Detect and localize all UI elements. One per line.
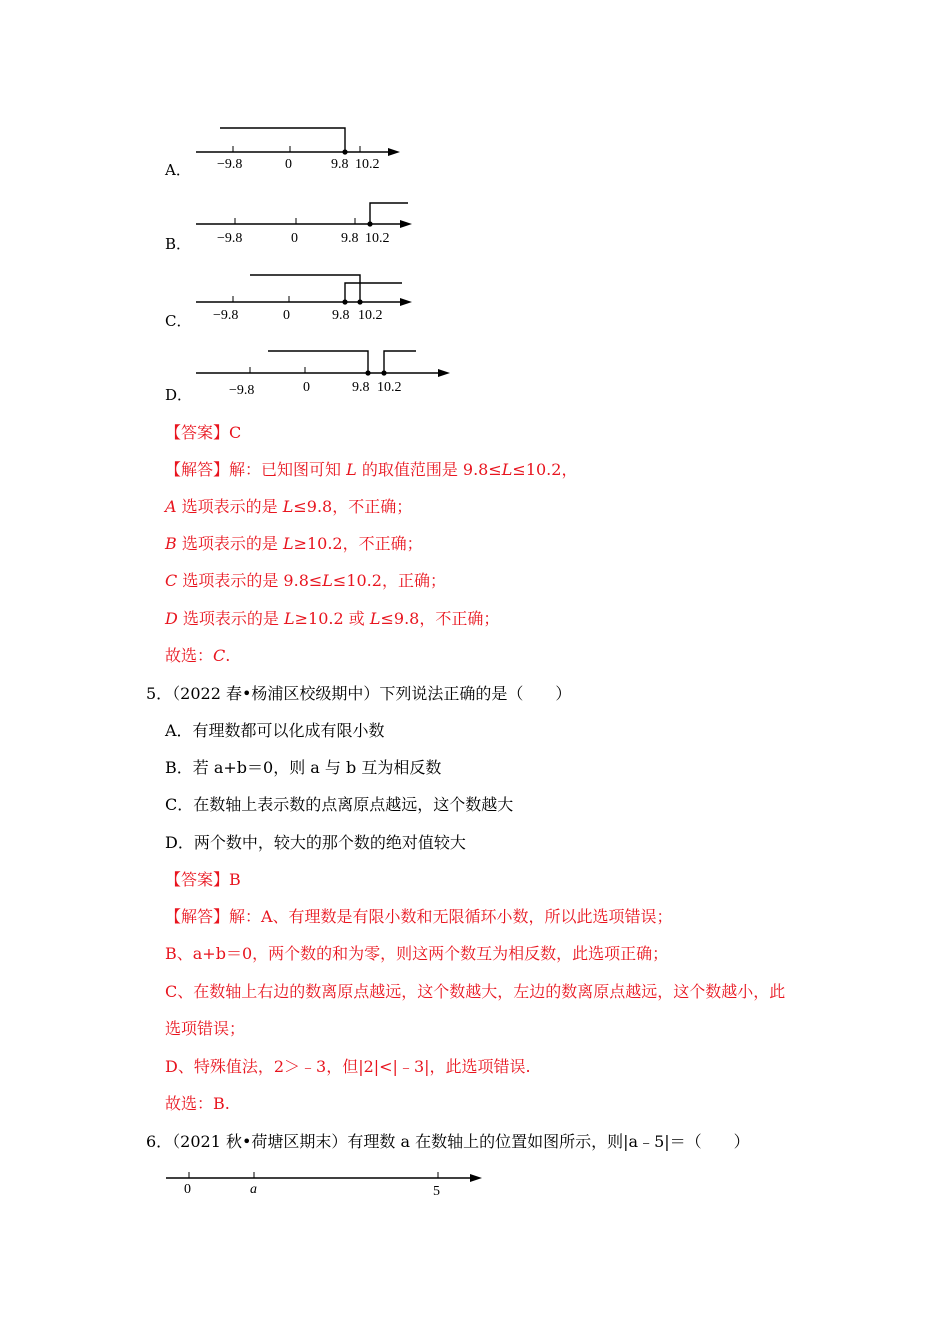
tick-label: 9.8 [341, 231, 359, 246]
tick-label: −9.8 [217, 157, 243, 172]
q5-option-a: A．有理数都可以化成有限小数 [165, 721, 385, 740]
tick-label: a [250, 1182, 257, 1197]
q5-analysis-line-2: B、a+b＝0，两个数的和为零，则这两个数互为相反数，此选项正确； [165, 944, 669, 963]
option-d-label: D． [165, 386, 193, 404]
tick-label: 10.2 [355, 157, 380, 172]
tick-label: 9.8 [352, 380, 370, 395]
q5-analysis-line-1: 【解答】解：A、有理数是有限小数和无限循环小数，所以此选项错误； [165, 907, 673, 926]
tick-label: 5 [433, 1184, 440, 1199]
q5-answer: 【答案】B [165, 870, 241, 889]
tick-label: −9.8 [213, 308, 239, 323]
q5-option-b: B．若 a+b＝0，则 a 与 b 互为相反数 [165, 758, 442, 777]
tick-label: 0 [303, 380, 310, 395]
q5-option-c: C．在数轴上表示数的点离原点越远，这个数越大 [165, 795, 514, 814]
q5-analysis-line-3: C、在数轴上右边的数离原点越远，这个数越大，左边的数离原点越远，这个数越小，此 [165, 982, 786, 1001]
option-c-label: C． [165, 312, 192, 330]
q4-analysis-line-5: D 选项表示的是 L≥10.2 或 L≤9.8，不正确； [165, 609, 500, 628]
option-a-label: A． [165, 161, 191, 179]
q5-analysis-line-5: D、特殊值法，2＞﹣3，但|2|<|﹣3|，此选项错误. [165, 1057, 531, 1076]
q4-analysis-line-6: 故选：C. [165, 646, 231, 665]
tick-label: 0 [184, 1182, 191, 1197]
q4-analysis-line-4: C 选项表示的是 9.8≤L≤10.2，正确； [165, 571, 446, 590]
tick-label: 0 [283, 308, 290, 323]
tick-label: 10.2 [358, 308, 383, 323]
tick-label: 9.8 [331, 157, 349, 172]
tick-label: −9.8 [217, 231, 243, 246]
q5-option-d: D．两个数中，较大的那个数的绝对值较大 [165, 833, 466, 852]
tick-label: 10.2 [365, 231, 390, 246]
tick-label: 0 [285, 157, 292, 172]
tick-label: 0 [291, 231, 298, 246]
q5-analysis-line-6: 故选：B. [165, 1094, 230, 1113]
tick-label: −9.8 [229, 383, 255, 398]
q4-analysis-line-3: B 选项表示的是 L≥10.2，不正确； [165, 534, 423, 553]
q4-answer: 【答案】C [165, 423, 242, 442]
q6-stem: 6．（2021 秋•荷塘区期末）有理数 a 在数轴上的位置如图所示，则|a﹣5|＝（ ） [146, 1132, 750, 1151]
q4-analysis-line-1: 【解答】解：已知图可知 L 的取值范围是 9.8≤L≤10.2， [165, 460, 578, 479]
tick-label: 10.2 [377, 380, 402, 395]
tick-label: 9.8 [332, 308, 350, 323]
q5-analysis-line-4: 选项错误； [165, 1019, 246, 1038]
q5-stem: 5．（2022 春•杨浦区校级期中）下列说法正确的是（ ） [146, 684, 572, 703]
option-b-label: B． [165, 235, 192, 253]
q4-analysis-line-2: A 选项表示的是 L≤9.8，不正确； [165, 497, 413, 516]
